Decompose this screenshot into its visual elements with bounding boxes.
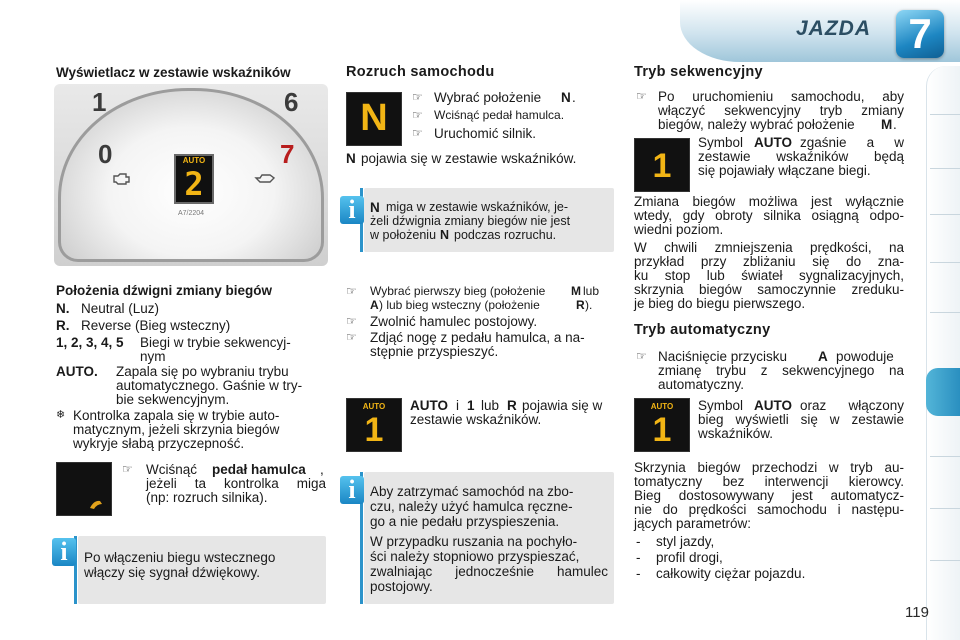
sequential-mode-heading: Tryb sekwencyjny xyxy=(634,64,763,80)
snow-mode-text: wykryje słabą przyczepność. xyxy=(73,436,245,451)
list-dash: - xyxy=(636,534,641,549)
list-dash: - xyxy=(636,550,641,565)
positions-heading: Położenia dźwigni zmiany biegów xyxy=(56,283,273,298)
sym2-text: oraz włączony xyxy=(800,398,904,413)
dial-number-6: 6 xyxy=(284,87,299,117)
bullet-icon: ☞ xyxy=(412,90,423,104)
accelerate-text: Zdjąć nogę z pedału hamulca, a na- xyxy=(370,330,585,345)
thumb-auto-label: AUTO xyxy=(650,402,674,411)
downshift-text: je bieg do biegu pierwszego. xyxy=(634,296,806,311)
brake-text: (np: rozruch silnika). xyxy=(146,490,268,505)
chapter-tab-divider xyxy=(930,456,960,457)
sequential-text: . xyxy=(893,117,897,132)
downshift-text: W chwili zmniejszenia prędkości, na xyxy=(634,240,904,255)
chapter-title: JAZDA xyxy=(796,17,872,40)
first-gear-text: Wybrać pierwszy bieg (położenie xyxy=(370,284,546,298)
info-icon: i xyxy=(340,476,364,504)
bullet-icon: ☞ xyxy=(412,108,423,122)
position-n-text: Neutral (Luz) xyxy=(81,301,160,316)
info-hill-text: postojowy. xyxy=(370,579,433,594)
accelerate-text: stępnie przyspieszyć. xyxy=(370,344,499,359)
position-r-key: R. xyxy=(56,318,70,333)
brake-text: jeżeli ta kontrolka miga xyxy=(146,476,326,491)
neutral-display-letter: N xyxy=(360,97,388,139)
position-gears-key: 1, 2, 3, 4, 5 xyxy=(56,335,124,350)
chapter-tab-strip xyxy=(926,66,960,640)
sequential-text: biegów, należy wybrać położenie xyxy=(658,117,855,132)
position-auto-key: AUTO. xyxy=(56,364,98,379)
sym1-bold: AUTO xyxy=(754,135,793,150)
first-gear-text: ) lub bieg wsteczny (położenie xyxy=(379,298,540,312)
engine-warning-icon xyxy=(112,172,132,186)
first-gear-text: lub xyxy=(583,284,600,298)
chapter-tab-active[interactable] xyxy=(926,368,960,416)
bullet-icon: ☞ xyxy=(346,314,357,328)
auto-box-text: nie do prędkości samochodu i następu- xyxy=(634,502,904,517)
first-gear-bold: A xyxy=(370,298,379,312)
start-step-1-bold: N xyxy=(561,90,571,105)
col1-heading: Wyświetlacz w zestawie wskaźników xyxy=(56,65,291,80)
position-auto-text: bie sekwencyjnym. xyxy=(116,392,230,407)
bullet-icon: ☞ xyxy=(412,126,423,140)
photo-reference: A7/2204 xyxy=(178,210,205,217)
first-gear-bold: M xyxy=(571,284,581,298)
first-gear-bold: R xyxy=(576,298,585,312)
dial-number-1: 1 xyxy=(92,87,107,117)
info-hill-text: ści należy stopniowo przyspieszać, xyxy=(370,549,580,564)
thumb-gear-digit: 1 xyxy=(652,147,672,185)
auto-appears-text: zestawie wskaźników. xyxy=(410,412,542,427)
start-step-1-pre: Wybrać położenie xyxy=(434,90,542,105)
gear-display-digit: 2 xyxy=(184,165,204,203)
automatic-text: powoduje xyxy=(836,349,894,364)
auto-box-text: jących parametrów: xyxy=(634,516,752,531)
list-dash: - xyxy=(636,566,641,581)
downshift-text: skrzynia biegów samoczynnie zreduku- xyxy=(634,282,904,297)
auto-appears-bold: R xyxy=(507,398,517,413)
downshift-text: przykład przy zbliżaniu się do zna- xyxy=(634,254,904,269)
col2-heading: Rozruch samochodu xyxy=(346,64,495,80)
position-r-text: Reverse (Bieg wsteczny) xyxy=(81,318,231,333)
info-neutral-text: żeli dźwignia zmiany biegów nie jest xyxy=(370,214,571,228)
auto-box-text: Bieg dostosowywany jest automatycz- xyxy=(634,488,904,503)
thumb-gear-digit: 1 xyxy=(364,411,384,449)
thumb-auto-label: AUTO xyxy=(362,402,386,411)
position-gears-text: nym xyxy=(140,349,166,364)
sequential-text: Po uruchomieniu samochodu, aby xyxy=(658,89,904,104)
bullet-icon: ☞ xyxy=(636,349,647,363)
list-item: całkowity ciężar pojazdu. xyxy=(656,566,806,581)
gear-change-text: wiedni poziom. xyxy=(634,222,724,237)
first-gear-text: ). xyxy=(585,298,593,312)
info-icon: i xyxy=(52,538,76,566)
position-gears-text: Biegi w trybie sekwencyj- xyxy=(140,335,291,350)
chapter-tab-divider xyxy=(930,114,960,115)
info-stopping-text: go a nie pedału przyspieszenia. xyxy=(370,514,560,529)
start-step-3: Uruchomić silnik. xyxy=(434,126,537,141)
info-hill-text: W przypadku ruszania na pochyło- xyxy=(370,534,578,549)
dial-number-0: 0 xyxy=(98,139,113,169)
automatic-text: zmianę trybu z sekwencyjnego na xyxy=(658,363,904,378)
gear-change-text: wtedy, gdy obroty silnika osiągną odpo- xyxy=(634,208,904,223)
bullet-icon: ☞ xyxy=(636,89,647,103)
sym2-text: Symbol xyxy=(698,398,744,413)
chapter-tab-divider xyxy=(930,312,960,313)
bullet-icon: ☞ xyxy=(346,284,357,298)
automatic-text: automatyczny. xyxy=(658,377,745,392)
page-number: 119 xyxy=(905,604,929,621)
auto-appears-bold: 1 xyxy=(467,398,475,413)
sym2-bold: AUTO xyxy=(754,398,793,413)
info-neutral-bold: N xyxy=(440,228,450,242)
automatic-bold: A xyxy=(818,349,828,364)
automatic-text: Naciśnięcie przycisku xyxy=(658,349,788,364)
list-item: profil drogi, xyxy=(656,550,723,565)
auto-appears-bold: AUTO xyxy=(410,398,449,413)
snow-mode-text: matycznym, jeżeli skrzynia biegów xyxy=(73,422,280,437)
info-stopping-text: czu, należy użyć hamulca ręczne- xyxy=(370,499,573,514)
snowflake-icon: ❄ xyxy=(56,409,66,421)
info-neutral-bold: N xyxy=(370,200,380,215)
sym1-text: zestawie wskaźników będą xyxy=(698,149,904,164)
downshift-text: ku stop lub świateł sygnalizacyjnych, xyxy=(634,268,904,283)
sequential-text: włączyć sekwencyjny tryb zmiany xyxy=(658,103,904,118)
sym1-text: się pojawiały włączane biegi. xyxy=(698,163,871,178)
auto-appears-text: lub xyxy=(481,398,500,413)
n-appears-bold: N xyxy=(346,151,356,166)
thumb-gear-digit: 1 xyxy=(652,411,672,449)
position-n-key: N. xyxy=(56,301,70,316)
info-neutral-text: podczas rozruchu. xyxy=(454,228,557,242)
info-reverse-text: Po włączeniu biegu wstecznego xyxy=(84,550,276,565)
auto-box-text: tomatyczny bez interwencji kierowcy. xyxy=(634,474,904,489)
sym2-text: wskaźników. xyxy=(698,426,774,441)
chapter-tab-divider xyxy=(930,262,960,263)
chapter-tab-divider xyxy=(930,168,960,169)
position-auto-text: Zapala się po wybraniu trybu xyxy=(116,364,289,379)
chapter-tab-divider xyxy=(930,560,960,561)
chapter-tab-divider xyxy=(930,214,960,215)
dial-number-7: 7 xyxy=(280,139,295,169)
brake-text-pre: Wciśnąć xyxy=(146,462,198,477)
brake-foot-icon xyxy=(88,498,104,510)
info-neutral-text: miga w zestawie wskaźników, je- xyxy=(386,200,569,214)
chapter-tab-divider xyxy=(930,508,960,509)
info-neutral-text: w położeniu xyxy=(370,228,437,242)
start-step-2: Wciśnąć pedał hamulca. xyxy=(434,108,565,122)
auto-appears-text: pojawia się w xyxy=(522,398,603,413)
position-auto-text: automatycznego. Gaśnie w try- xyxy=(116,378,303,393)
info-icon: i xyxy=(340,196,364,224)
list-item: styl jazdy, xyxy=(656,534,715,549)
brake-text-bold: pedał hamulca xyxy=(212,462,306,477)
snow-mode-text: Kontrolka zapala się w trybie auto- xyxy=(73,408,280,423)
bullet-icon: ☞ xyxy=(122,462,133,476)
sym1-text: Symbol xyxy=(698,135,744,150)
gear-display-mode: AUTO xyxy=(182,156,206,165)
brake-text-comma: , xyxy=(320,462,324,477)
info-hill-text: zwalniając jednocześnie hamulec xyxy=(370,564,608,579)
chapter-number: 7 xyxy=(908,10,932,57)
release-parking-brake: Zwolnić hamulec postojowy. xyxy=(370,314,538,329)
sym2-text: bieg wyświetli się w zestawie xyxy=(698,412,904,427)
oil-warning-icon xyxy=(254,172,276,184)
info-reverse-text: włączy się sygnał dźwiękowy. xyxy=(84,565,261,580)
sequential-bold: M xyxy=(881,117,893,132)
n-appears-text: pojawia się w zestawie wskaźników. xyxy=(361,151,577,166)
start-step-1-post: . xyxy=(572,90,576,105)
sym1-text: zgaśnie a w xyxy=(800,135,904,150)
gear-change-text: Zmiana biegów możliwa jest wyłącznie xyxy=(634,194,904,209)
info-stopping-text: Aby zatrzymać samochód na zbo- xyxy=(370,484,574,499)
bullet-icon: ☞ xyxy=(346,330,357,344)
auto-box-text: Skrzynia biegów przechodzi w tryb au- xyxy=(634,460,904,475)
auto-appears-text: i xyxy=(456,398,459,413)
automatic-mode-heading: Tryb automatyczny xyxy=(634,322,771,338)
